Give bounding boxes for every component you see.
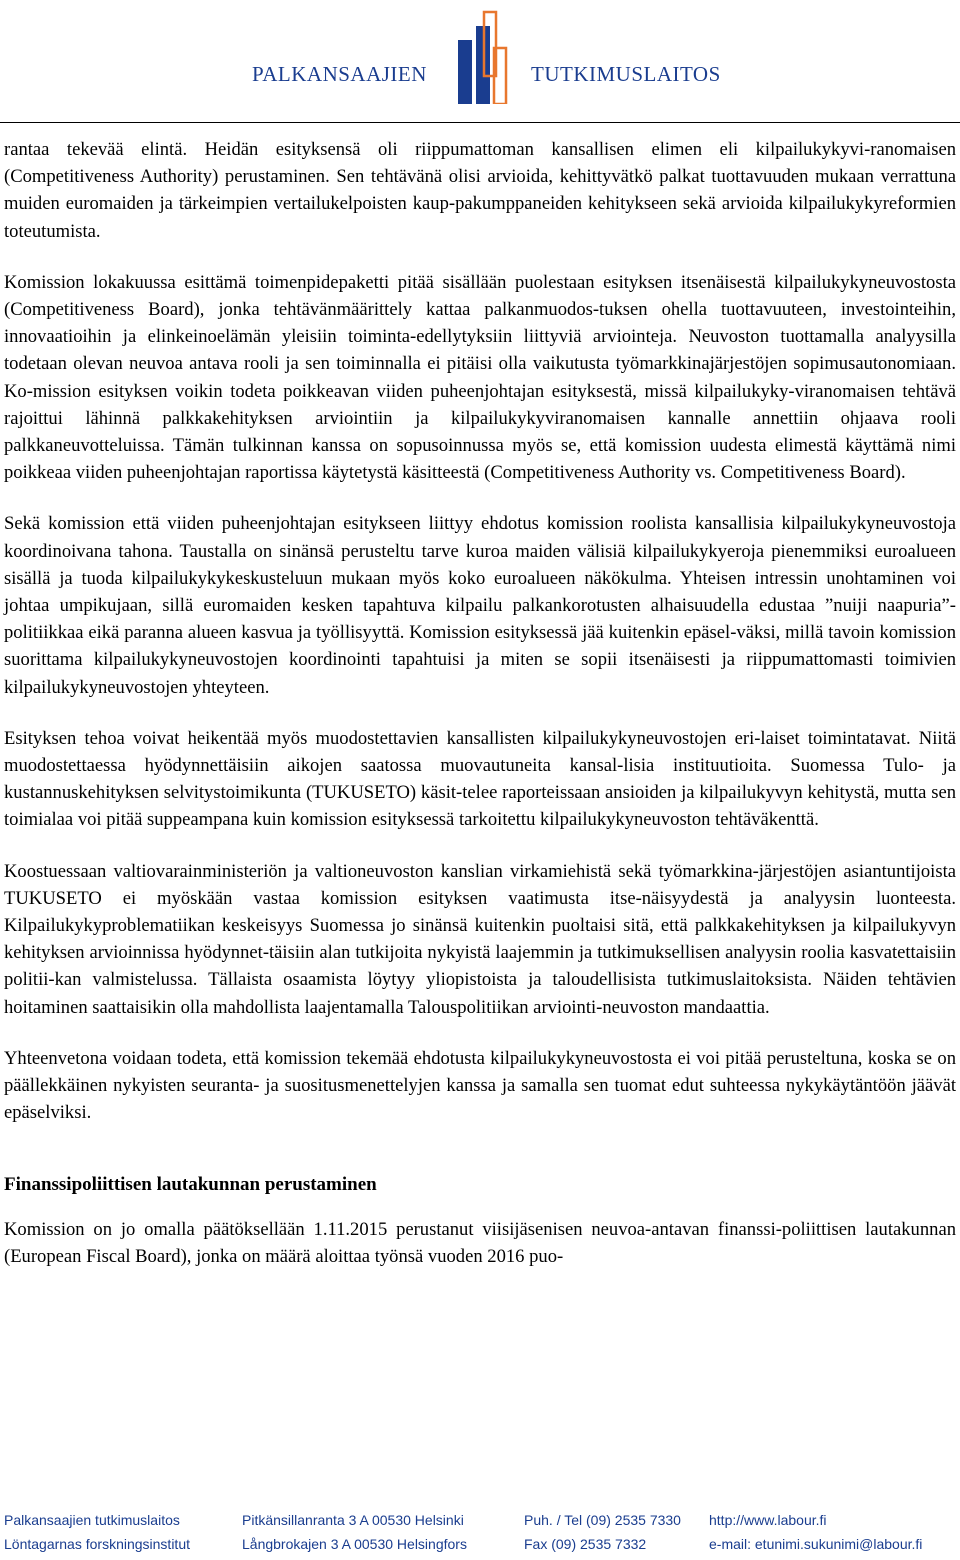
footer-email-link[interactable]: e-mail: etunimi.sukunimi@labour.fi <box>709 1536 923 1552</box>
footer-website-link[interactable]: http://www.labour.fi <box>709 1512 827 1528</box>
footer-address-fi: Pitkänsillanranta 3 A 00530 Helsinki <box>242 1512 464 1528</box>
footer-fax: Fax (09) 2535 7332 <box>524 1536 647 1552</box>
page-footer <box>4 1512 956 1560</box>
org-name-left: PALKANSAAJIEN <box>252 62 427 86</box>
header-divider <box>0 122 960 123</box>
footer-row-swedish <box>4 1536 956 1560</box>
footer-phone: Puh. / Tel (09) 2535 7330 <box>524 1512 681 1528</box>
footer-row-finnish <box>4 1512 956 1536</box>
page-header <box>0 0 960 120</box>
footer-org-sv: Löntagarnas forskningsinstitut <box>4 1536 190 1552</box>
paragraph-1: rantaa tekevää elintä. Heidän esityksensä oli riippumattoman kansallisen elimen eli kilpailukykyvi-ranomaisen (Competitiveness Authority) perustaminen. Sen tehtävänä olisi arvioida, kehittyvätkö palkat tuottavuuden mukaan verrattuna muiden euromaiden ja tärkeimpien vertailukelpoisten kaup-pakumppaneiden kehitykseen sekä arvioida kilpailukykyreformien toteutumista. <box>4 139 956 242</box>
document-body <box>4 136 956 1294</box>
paragraph-7: Komission on jo omalla päätöksellään 1.11.2015 perustanut viisijäsenisen neuvoa-antavan finanssi-poliittisen lautakunnan (European Fiscal Board), jonka on määrä aloittaa työnsä vuoden 2016 puo- <box>4 1218 956 1267</box>
paragraph-5: Koostuessaan valtiovarainministeriön ja valtioneuvoston kanslian virkamiehistä sekä työmarkkina-järjestöjen asiantuntijoista TUKUSETO ei myöskään vastaa komission esityksen vaatimusta itse-näisyydestä ja analyysin luonteesta. Kilpailukykyproblematiikan keskeisyys Suomessa jo sinänsä kuitenkin puoltaisi sitä, että palkkakehityksen ja kilpailukyvyn kehityksen arvioinnissa hyödynnet-täisiin alan tutkijoita nykyistä laajemmin ja tutkimuksellisen analyysin roolia kasvatettaisiin politii-kan valmistelussa. Tällaista osaamista löytyy yliopistoista ja taloudellisista tutkimuslaitoksista. Näiden tehtävien hoitaminen saattaisikin olla mahdollista laajentamalla Talouspolitiikan arviointi-neuvoston mandaattia. <box>4 860 956 1018</box>
paragraph-2: Komission lokakuussa esittämä toimenpidepaketti pitää sisällään puolestaan esityksen itsenäisestä kilpailukykyneuvostosta (Competitiveness Board), jonka tehtävänmäärittely kattaa palkanmuodos-tuksen ohella tuottavuuteen, investointeihin, innovaatioihin ja elinkeinoelämän yleisiin toiminta-edellytyksiin liittyviä arviointeja. Neuvoston tuottamalla analyysilla todetaan olevan neuvoa antava rooli ja sen toiminnalla ei pitäisi olla vaikutusta työmarkkinajärjestöjen sopimusautonomiaan. Ko-mission esityksen voikin todeta poikkeavan viiden puheenjohtajan esityksestä, missä kilpailukyky-viranomaisen tehtävä rajoittui lähinnä palkkakehityksen arviointiin ja kilpailukykyviranomaisen kannalle annettiin ohjaava rooli palkkaneuvotteluissa. Tämän tulkinnan kanssa on sopusoinnussa myös se, että komission uudesta elimestä käyttämä nimi poikkeaa viiden puheenjohtajan raportissa käytetystä käsitteestä (Competitiveness Authority vs. Competitiveness Board). <box>4 271 956 484</box>
footer-address-sv: Långbrokajen 3 A 00530 Helsingfors <box>242 1536 467 1552</box>
paragraph-3: Sekä komission että viiden puheenjohtajan esitykseen liittyy ehdotus komission roolista kansallisia kilpailukykyneuvostoja koordinoivana tahona. Taustalla on sinänsä perusteltu tarve kuroa maiden välisiä kilpailukykyeroja pienemmiksi euroalueen sisällä ja tuoda kilpailukykykeskusteluun mukaan myös koko euroalueen näkökulma. Yhteisen intressin unohtaminen voi johtaa umpikujaan, sillä euromaiden kesken tapahtuva kilpailu palkankorotusten alhaisuudella edustaa ”nuiji naapuria”-politiikkaa eikä paranna alueen kasvua ja työllisyyttä. Komission esityksessä jää kuitenkin epäsel-väksi, millä tavoin komission suorittama kilpailukykyneuvostojen koordinointi tapahtuisi ja miten se sopii itsenäisesti ja riippumattomasti toimivien kilpailukykyneuvostojen yhteyteen. <box>4 513 956 698</box>
section-heading: Finanssipoliittisen lautakunnan perustaminen <box>4 1173 377 1195</box>
footer-org-fi: Palkansaajien tutkimuslaitos <box>4 1512 180 1528</box>
paragraph-6: Yhteenvetona voidaan todeta, että komission tekemää ehdotusta kilpailukykyneuvostosta ei voi pitää perusteltuna, koska se on päällekkäinen nykyisten seuranta- ja suositusmenettelyjen kanssa ja samalla sen tuomat edut suhteessa nykykäytäntöön jäävät epäselviksi. <box>4 1047 956 1124</box>
org-name-right: TUTKIMUSLAITOS <box>531 62 721 86</box>
paragraph-4: Esityksen tehoa voivat heikentää myös muodostettavien kansallisten kilpailukykyneuvostojen eri-laiset toimintatavat. Niitä muodostettaessa hyödynnettäisiin aikojen saatossa muovautuneita kansal-lisia instituutioita. Suomessa Tulo- ja kustannuskehityksen selvitystoimikunta (TUKUSETO) käsit-telee raporteissaan ansioiden ja kilpailukyvyn kehitystä, mutta sen toimialaa voi pitää suppeampana kuin komission esityksessä tarkoitettu kilpailukykyneuvoston tehtäväkenttä. <box>4 727 956 831</box>
institute-logo-icon <box>452 8 510 104</box>
